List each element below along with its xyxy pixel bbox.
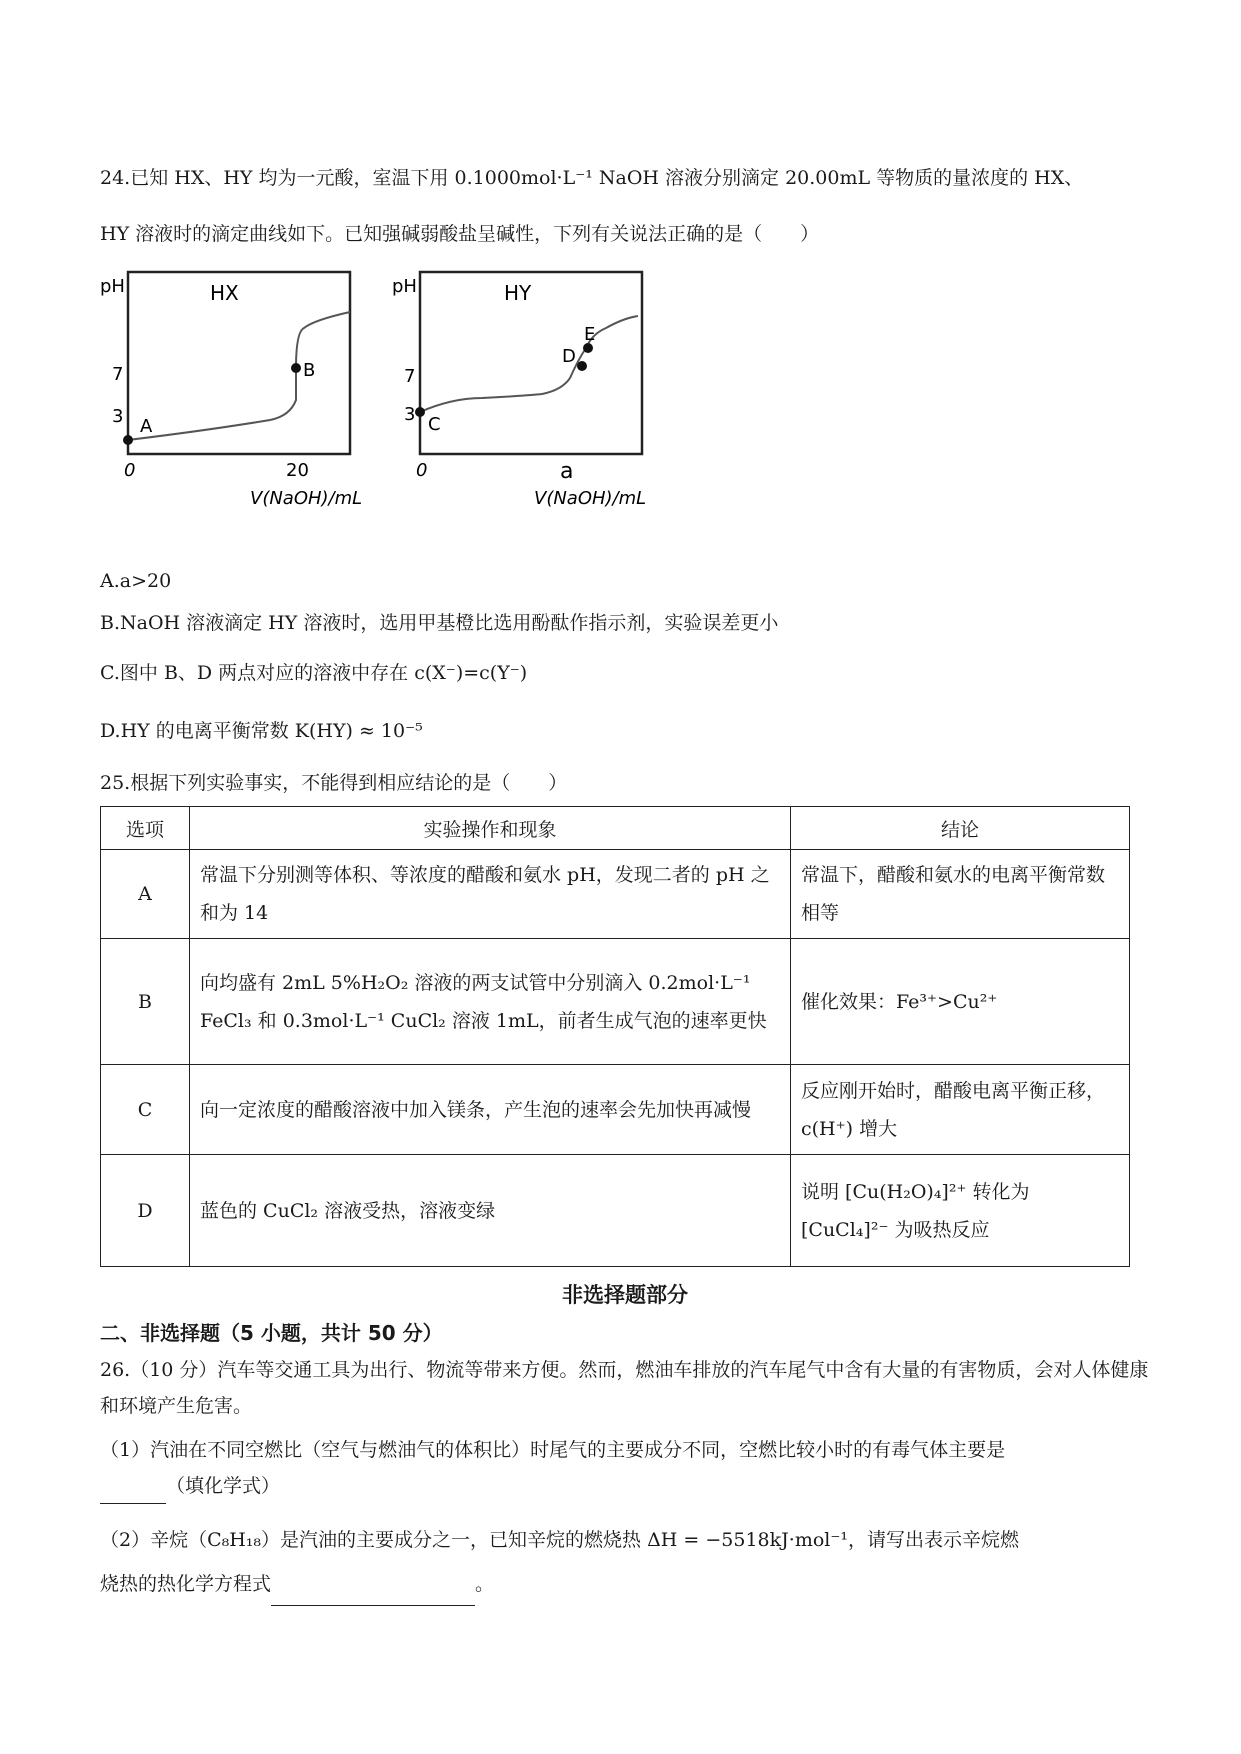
- chart-hx-label-a: A: [140, 416, 153, 437]
- question-24-stem-line2: HY 溶液时的滴定曲线如下。已知强碱弱酸盐呈碱性，下列有关说法正确的是（ ）: [100, 223, 820, 245]
- table-cell-option: B: [101, 939, 190, 1065]
- chart-hx-frame: [128, 272, 350, 454]
- chart-hx-origin: 0: [124, 460, 136, 481]
- table-cell-conclusion: 催化效果：Fe³⁺>Cu²⁺: [791, 939, 1130, 1065]
- answer-blank-1[interactable]: [100, 1475, 166, 1504]
- table-cell-option: C: [101, 1065, 190, 1155]
- table-cell-conclusion: 反应刚开始时，醋酸电离平衡正移，c(H⁺) 增大: [791, 1065, 1130, 1155]
- section-title: 非选择题部分: [562, 1283, 688, 1307]
- titration-charts: [100, 270, 1150, 560]
- chart-hx-xtick-20: 20: [286, 460, 309, 481]
- question-24-stem-line1: 24.已知 HX、HY 均为一元酸，室温下用 0.1000mol·L⁻¹ NaOH 溶液分别滴定 20.00mL 等物质的量浓度的 HX、: [100, 167, 1084, 189]
- question-26-part2: [100, 1518, 1150, 1606]
- question-26-part1: [100, 1432, 1150, 1504]
- exam-page: [100, 150, 1150, 1606]
- question-26-part2-end: 。: [475, 1573, 495, 1595]
- chart-hy-ylabel: pH: [392, 276, 417, 297]
- table-row: [101, 850, 1130, 939]
- question-24: [100, 150, 1150, 262]
- chart-hy-point-d: [577, 361, 587, 371]
- chart-hy-xlabel: V(NaOH)/mL: [534, 488, 647, 509]
- chart-hy-label-d: D: [562, 346, 576, 367]
- chart-hy-point-c: [415, 407, 425, 417]
- table-header-option: 选项: [101, 807, 190, 850]
- table-row: [101, 939, 1130, 1065]
- table-cell-option: D: [101, 1155, 190, 1267]
- question-26-part2-tail: 烧热的热化学方程式: [100, 1573, 272, 1595]
- table-header-row: [101, 807, 1130, 850]
- option-a: A.a>20: [100, 570, 172, 592]
- part-two-title: 二、非选择题（5 小题，共计 50 分）: [100, 1321, 443, 1345]
- chart-hx-svg: [100, 270, 370, 520]
- option-b: B.NaOH 溶液滴定 HY 溶液时，选用甲基橙比选用酚酞作指示剂，实验误差更小: [100, 612, 779, 634]
- table-row: [101, 1065, 1130, 1155]
- option-d: D.HY 的电离平衡常数 K(HY) ≈ 10⁻⁵: [100, 720, 423, 742]
- chart-hx-curve: [128, 312, 350, 440]
- table-cell-operation: 蓝色的 CuCl₂ 溶液受热，溶液变绿: [190, 1155, 791, 1267]
- chart-hy-ytick-3: 3: [404, 404, 416, 425]
- chart-hy-curve: [420, 316, 638, 412]
- chart-hx-ytick-7: 7: [112, 364, 124, 385]
- table-cell-conclusion: 说明 [Cu(H₂O)₄]²⁺ 转化为 [CuCl₄]²⁻ 为吸热反应: [791, 1155, 1130, 1267]
- table-header-conclusion: 结论: [791, 807, 1130, 850]
- table-header-operation: 实验操作和现象: [190, 807, 791, 850]
- chart-hx: [100, 270, 370, 520]
- question-26-part1-hint: （填化学式）: [166, 1475, 281, 1497]
- chart-hy-label-c: C: [428, 414, 441, 435]
- chart-hy-origin: 0: [416, 460, 428, 481]
- answer-blank-2[interactable]: [271, 1577, 475, 1606]
- question-26-intro: 26.（10 分）汽车等交通工具为出行、物流等带来方便。然而，燃油车排放的汽车尾气中含有大量的有害物质，会对人体健康和环境产生危害。: [100, 1359, 1149, 1417]
- table-cell-conclusion: 常温下，醋酸和氨水的电离平衡常数相等: [791, 850, 1130, 939]
- question-24-options: [100, 560, 1150, 760]
- chart-hx-title: HX: [210, 281, 239, 305]
- table-cell-operation: 常温下分别测等体积、等浓度的醋酸和氨水 pH，发现二者的 pH 之和为 14: [190, 850, 791, 939]
- chart-hy-ytick-7: 7: [404, 366, 416, 387]
- chart-hy-title: HY: [504, 281, 532, 305]
- table-cell-operation: 向一定浓度的醋酸溶液中加入镁条，产生泡的速率会先加快再减慢: [190, 1065, 791, 1155]
- question-25-title: 25.根据下列实验事实，不能得到相应结论的是（ ）: [100, 772, 568, 794]
- question-26-part1-text: （1）汽油在不同空燃比（空气与燃油气的体积比）时尾气的主要成分不同，空燃比较小时的有毒气体主要是: [100, 1439, 1006, 1461]
- chart-hx-ytick-3: 3: [112, 406, 124, 427]
- chart-hx-ylabel: pH: [100, 276, 125, 297]
- chart-hy-label-e: E: [584, 324, 596, 345]
- chart-hy-svg: [392, 270, 692, 520]
- chart-hy-xtick-a: a: [560, 459, 574, 484]
- table-cell-option: A: [101, 850, 190, 939]
- table-row: [101, 1155, 1130, 1267]
- chart-hx-label-b: B: [303, 360, 316, 381]
- option-c: C.图中 B、D 两点对应的溶液中存在 c(X⁻)=c(Y⁻): [100, 662, 528, 684]
- question-26-part2-text: （2）辛烷（C₈H₁₈）是汽油的主要成分之一，已知辛烷的燃烧热 ΔH = −5518kJ·mol⁻¹，请写出表示辛烷燃: [100, 1529, 1019, 1551]
- experiment-table: [100, 806, 1130, 1267]
- chart-hx-xlabel: V(NaOH)/mL: [250, 488, 363, 509]
- table-cell-operation: 向均盛有 2mL 5%H₂O₂ 溶液的两支试管中分别滴入 0.2mol·L⁻¹ FeCl₃ 和 0.3mol·L⁻¹ CuCl₂ 溶液 1mL，前者生成气泡的速率更快: [190, 939, 791, 1065]
- chart-hx-point-b: [291, 363, 301, 373]
- chart-hx-point-a: [123, 435, 133, 445]
- chart-hy: [392, 270, 692, 520]
